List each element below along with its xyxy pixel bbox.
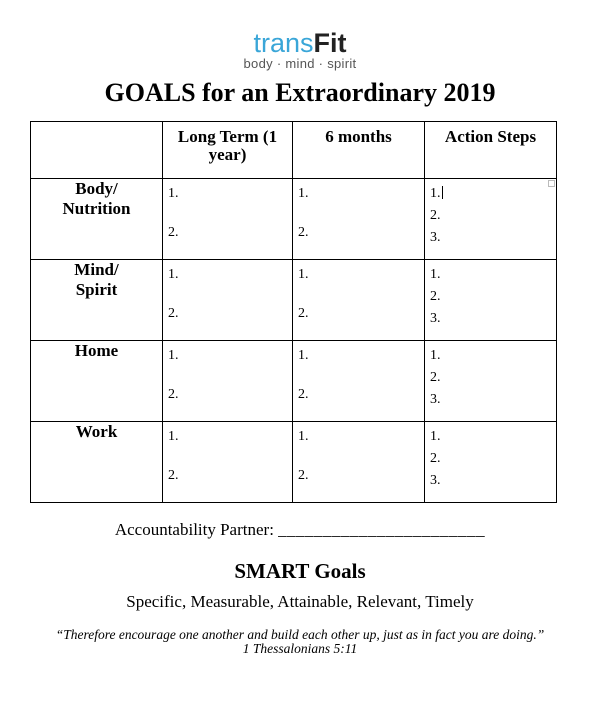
item-number: 1. (168, 429, 179, 444)
action-steps-cell[interactable] (425, 422, 557, 503)
item-number: 2. (298, 225, 309, 240)
six-months-cell[interactable] (293, 422, 425, 503)
item-number: 2. (168, 306, 179, 321)
row-label-text: Mind/ Spirit (74, 260, 119, 299)
item-number: 3. (430, 473, 441, 488)
action-steps-cell[interactable] (425, 341, 557, 422)
item-number: 1. (168, 186, 179, 201)
table-row-home (31, 341, 557, 422)
item-number: 2. (168, 387, 179, 402)
six-months-cell[interactable] (293, 341, 425, 422)
item-number: 3. (430, 392, 441, 407)
bible-quote (0, 628, 600, 656)
item-number: 2. (430, 208, 441, 223)
item-number: 2. (298, 468, 309, 483)
item-number: 1. (430, 186, 441, 201)
action-steps-cell[interactable] (425, 260, 557, 341)
item-number: 1. (168, 267, 179, 282)
item-number: 2. (298, 387, 309, 402)
page-title: GOALS for an Extraordinary 2019 (104, 78, 496, 107)
cell-handle-icon[interactable] (548, 180, 555, 187)
row-label (31, 260, 163, 341)
table-row-mind-spirit (31, 260, 557, 341)
header-6-months: 6 months (293, 122, 425, 179)
long-term-cell[interactable] (163, 260, 293, 341)
table-row-body-nutrition (31, 179, 557, 260)
header-action-steps: Action Steps (425, 122, 557, 179)
item-number: 2. (298, 306, 309, 321)
item-number: 2. (168, 468, 179, 483)
smart-goals-description: Specific, Measurable, Attainable, Relevant, Timely (126, 592, 474, 611)
row-label-text: Body/ Nutrition (62, 179, 131, 218)
action-steps-cell[interactable] (425, 179, 557, 260)
row-label: Home (31, 341, 163, 422)
item-number: 1. (430, 267, 441, 282)
item-number: 3. (430, 311, 441, 326)
item-number: 1. (168, 348, 179, 363)
quote-citation: 1 Thessalonians 5:11 (242, 641, 358, 656)
row-label: Work (31, 422, 163, 503)
item-number: 3. (430, 230, 441, 245)
header-long-term (163, 122, 293, 179)
text-cursor (442, 186, 443, 199)
accountability-label: Accountability Partner: (114, 520, 274, 539)
logo-tagline: body · mind · spirit (243, 56, 357, 71)
transfit-logo (0, 28, 600, 71)
smart-goals-title: SMART Goals (234, 559, 366, 583)
logo-wordmark (0, 28, 600, 58)
goals-table (30, 121, 557, 503)
item-number: 2. (430, 451, 441, 466)
header-long-term-label: Long Term (1 year) (177, 127, 278, 164)
item-number: 1. (298, 267, 309, 282)
long-term-cell[interactable] (163, 341, 293, 422)
header-empty (31, 122, 163, 179)
table-row-work (31, 422, 557, 503)
accountability-blank[interactable]: _______________________ (278, 520, 486, 539)
long-term-cell[interactable] (163, 422, 293, 503)
item-number: 2. (430, 289, 441, 304)
six-months-cell[interactable] (293, 260, 425, 341)
item-number-with-cursor (430, 186, 443, 202)
long-term-cell[interactable] (163, 179, 293, 260)
table-header-row (31, 122, 557, 179)
logo-fit: Fit (313, 28, 347, 58)
six-months-cell[interactable] (293, 179, 425, 260)
quote-text: “Therefore encourage one another and build each other up, just as in fact you are doing.” (55, 627, 545, 642)
item-number: 1. (298, 186, 309, 201)
row-label (31, 179, 163, 260)
item-number: 2. (168, 225, 179, 240)
item-number: 1. (298, 429, 309, 444)
item-number: 1. (430, 348, 441, 363)
logo-trans: trans (253, 28, 314, 58)
item-number: 2. (430, 370, 441, 385)
accountability-partner (0, 520, 600, 540)
item-number: 1. (430, 429, 441, 444)
item-number: 1. (298, 348, 309, 363)
